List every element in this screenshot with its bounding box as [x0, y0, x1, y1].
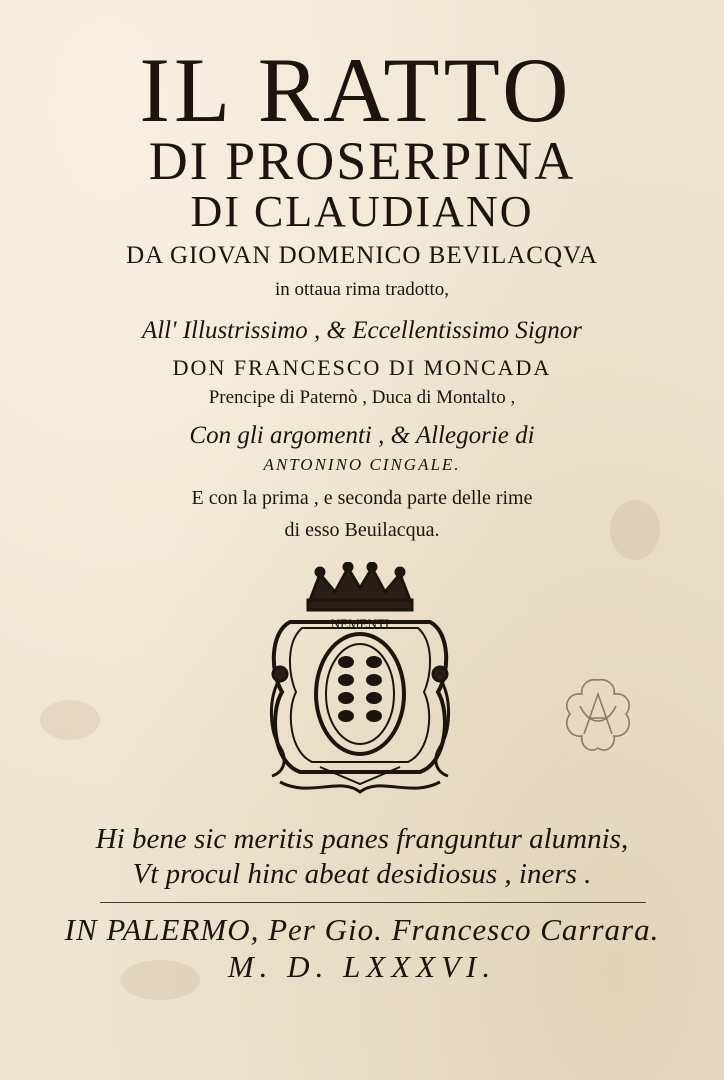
title-line-4: DA GIOVAN DOMENICO BEVILACQVA: [126, 242, 598, 269]
rime-line-1: E con la prima , e seconda parte delle rime: [191, 487, 533, 509]
arguments-line-1: Con gli argomenti , & Allegorie di: [189, 422, 535, 449]
crest-motto: NEMENTI: [330, 616, 390, 631]
subtitle: in ottaua rima tradotto,: [274, 279, 450, 300]
dedication-line-2: DON FRANCESCO DI MONCADA: [172, 355, 552, 380]
divider-rule: [100, 902, 646, 903]
title-line-1: IL RATTO: [139, 39, 573, 141]
paper-stain: [40, 700, 100, 740]
library-stamp-icon: [560, 676, 636, 754]
verse-line-1: Hi bene sic meritis panes franguntur alumnis,: [95, 823, 629, 855]
verse-line-2: Vt procul hinc abeat desidiosus , iners .: [132, 858, 592, 890]
printers-device-crest-icon: [260, 562, 460, 802]
arguments-line-2: ANTONINO CINGALE.: [263, 455, 461, 474]
dedication-line-1: All' Illustrissimo , & Eccellentissimo Signor: [141, 317, 583, 344]
imprint-date: M. D. LXXXVI.: [227, 949, 497, 984]
title-line-3: DI CLAUDIANO: [190, 187, 534, 236]
imprint-line-1: IN PALERMO, Per Gio. Francesco Carrara.: [64, 912, 660, 947]
rime-line-2: di esso Beuilacqua.: [284, 519, 440, 541]
dedication-line-3: Prencipe di Paternò , Duca di Montalto ,: [208, 387, 516, 408]
title-line-2: DI PROSERPINA: [148, 131, 576, 191]
